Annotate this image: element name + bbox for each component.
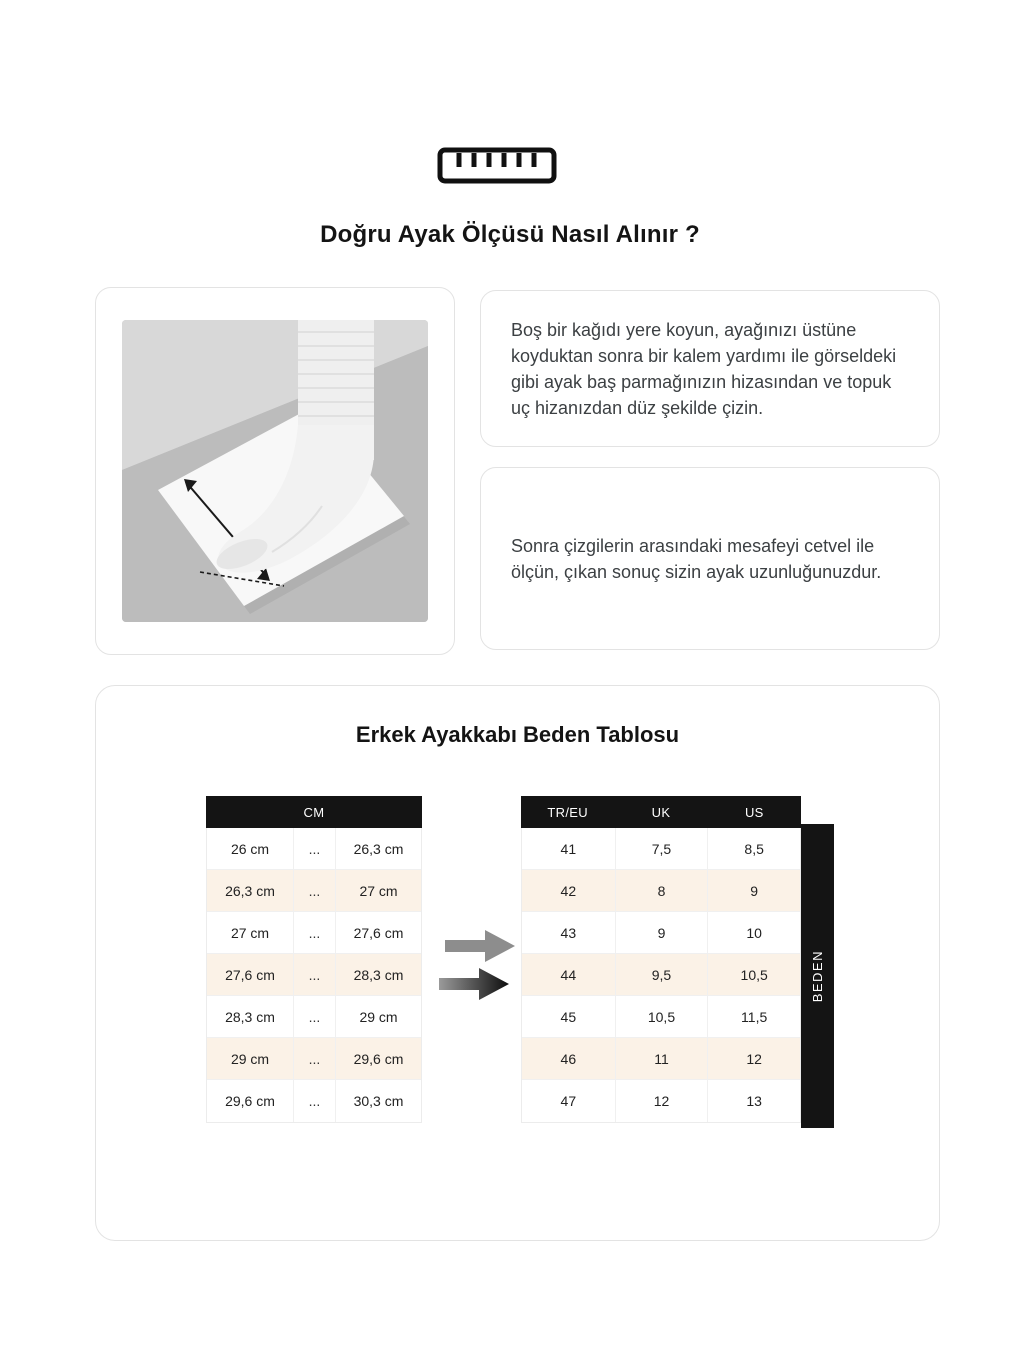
header-tr-eu: TR/EU — [547, 804, 588, 820]
cm-from: 27,6 cm — [225, 966, 275, 983]
size-table-row — [522, 996, 800, 1038]
cm-to: 30,3 cm — [335, 1080, 421, 1122]
cm-table-row — [207, 828, 421, 870]
size-table-row — [522, 870, 800, 912]
page-title: Doğru Ayak Ölçüsü Nasıl Alınır ? — [320, 221, 700, 248]
instruction-card-1 — [480, 290, 940, 447]
cm-separator: ... — [293, 954, 335, 995]
size-uk: 9 — [615, 912, 708, 953]
cm-table-header: CM — [206, 796, 422, 828]
size-us: 8,5 — [707, 828, 800, 869]
size-uk: 9,5 — [615, 954, 708, 995]
ruler-icon — [436, 143, 558, 189]
cm-table-body — [206, 828, 422, 1123]
size-uk: 8 — [615, 870, 708, 911]
cm-separator: ... — [293, 828, 335, 869]
size-table-card — [95, 685, 940, 1241]
size-us: 10,5 — [707, 954, 800, 995]
cm-to: 29 cm — [335, 996, 421, 1037]
size-tr-eu: 44 — [560, 966, 577, 983]
cm-from: 29,6 cm — [225, 1093, 275, 1109]
size-tr-eu: 46 — [560, 1050, 577, 1067]
cm-to: 27 cm — [335, 870, 421, 911]
size-uk: 11 — [615, 1038, 708, 1079]
instruction-text-1: Boş bir kağıdı yere koyun, ayağınızı üstüne koyduktan sonra bir kalem yardımı ile görseldeki gibi ayak baş parmağınızın hizasından ve topuk uç hizanızdan düz şekilde çizin. — [511, 319, 897, 418]
size-tr-eu: 45 — [560, 1008, 577, 1025]
cm-from: 26,3 cm — [225, 882, 275, 899]
size-table-title: Erkek Ayakkabı Beden Tablosu — [355, 722, 680, 747]
cm-from: 28,3 cm — [225, 1008, 275, 1025]
measurement-image-card — [95, 287, 455, 655]
size-us: 10 — [707, 912, 800, 953]
conversion-arrows-icon — [439, 924, 517, 1004]
size-table-row — [522, 828, 800, 870]
instruction-text-2: Sonra çizgilerin arasındaki mesafeyi cetvel ile ölçün, çıkan sonuç sizin ayak uzunluğunuzdur. — [511, 535, 882, 582]
cm-separator: ... — [293, 1080, 335, 1122]
cm-to: 28,3 cm — [335, 954, 421, 995]
size-us: 12 — [707, 1038, 800, 1079]
size-table-row — [522, 1080, 800, 1122]
size-us: 9 — [707, 870, 800, 911]
cm-from: 29 cm — [230, 1050, 270, 1067]
size-uk: 10,5 — [615, 996, 708, 1037]
size-table-row — [522, 954, 800, 996]
cm-separator: ... — [293, 1038, 335, 1079]
size-tr-eu: 41 — [560, 840, 577, 857]
cm-table-row — [207, 1080, 421, 1122]
cm-table-row — [207, 912, 421, 954]
cm-separator: ... — [293, 912, 335, 953]
size-uk: 12 — [615, 1080, 708, 1122]
foot-measurement-illustration — [122, 320, 428, 622]
size-table-header-row — [521, 796, 801, 828]
size-tr-eu: 42 — [560, 882, 577, 899]
cm-from: 26 cm — [230, 840, 270, 857]
cm-separator: ... — [293, 870, 335, 911]
size-table-row — [522, 1038, 800, 1080]
beden-label-bar — [801, 824, 834, 1128]
header-us: US — [744, 804, 764, 820]
cm-table-row — [207, 954, 421, 996]
cm-table-row — [207, 996, 421, 1038]
cm-table-row — [207, 870, 421, 912]
cm-table — [206, 796, 422, 1123]
size-uk: 7,5 — [615, 828, 708, 869]
cm-to: 29,6 cm — [335, 1038, 421, 1079]
cm-from: 27 cm — [230, 924, 270, 941]
cm-separator: ... — [293, 996, 335, 1037]
beden-label: BEDEN — [810, 949, 825, 1003]
cm-to: 26,3 cm — [335, 828, 421, 869]
size-us: 13 — [707, 1080, 800, 1122]
size-table-body — [521, 828, 801, 1123]
header-uk: UK — [651, 804, 671, 820]
instruction-card-2 — [480, 467, 940, 650]
size-tr-eu: 47 — [560, 1093, 577, 1109]
size-table — [521, 796, 801, 1123]
size-us: 11,5 — [707, 996, 800, 1037]
cm-to: 27,6 cm — [335, 912, 421, 953]
cm-table-row — [207, 1038, 421, 1080]
size-tr-eu: 43 — [560, 924, 577, 941]
size-table-row — [522, 912, 800, 954]
